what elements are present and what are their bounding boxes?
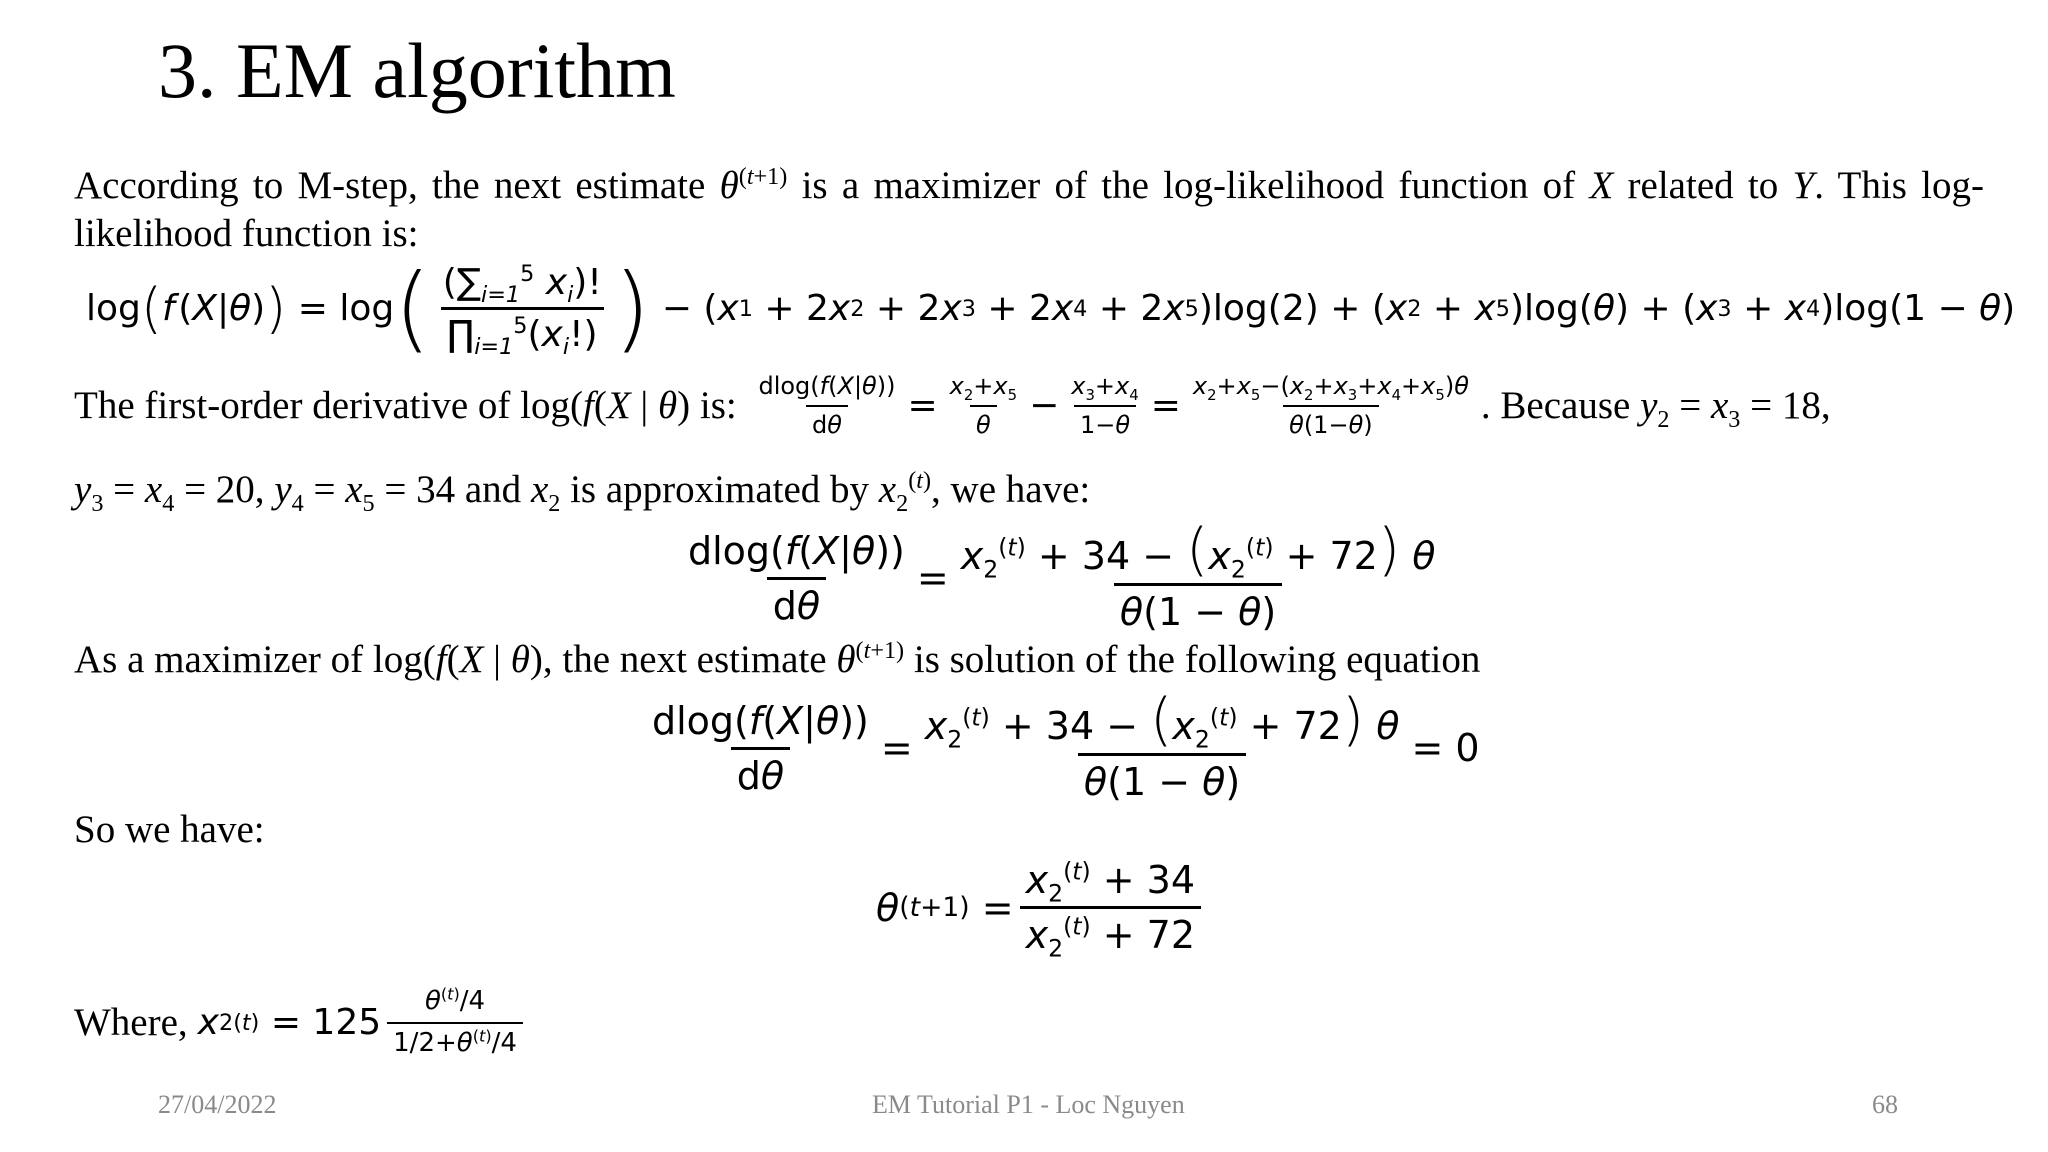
paragraph-mstep: According to M-step, the next estimate $\theta^{(t+1)}$ is a maximizer of the log-likelihood function of X related to Y. This log-likelihood function is:	[74, 163, 1984, 255]
formula-derivative-approx: $\frac{dlog(f(X|\theta))}{d\theta}$ = $\frac{x_2^{(t)} + 34 - (x_2^{(t)} + 72) \theta}{\theta(1 - \theta)}$	[688, 517, 1436, 634]
formula-equation-zero: $\frac{dlog(f(X|\theta))}{d\theta}$ = $\frac{x_2^{(t)} + 34 - (x_2^{(t)} + 72) \theta}{\theta(1 - \theta)}$ = 0	[652, 687, 1480, 804]
where-label: Where,	[74, 1000, 188, 1044]
formula-theta-update: θ (t+1) = $\frac{x_2^{(t)} + 34}{x_2^{(t)} + 72}$	[876, 858, 1207, 957]
paragraph-substitution: $y_3 = x_4 = 20$, $y_4 = x_5 = 34$ and $x_2$ is approximated by $x_2^{(t)}$, we have:	[74, 467, 1091, 517]
paragraph-maximizer: As a maximizer of log(f(X | θ), the next estimate $\theta^{(t+1)}$ is solution of the following equation	[74, 637, 1481, 681]
paragraph-derivative: The first-order derivative of log(f(X | θ) is: $\frac{dlog(f(X|\theta))}{d\theta}$ = $\frac{x_2+x_5}{\theta}$ − $\frac{x_3+x_4}{1-\theta}$ = $\frac{x_2+x_5-(x_2+x_3+x_4+x_5)\theta}{\theta(1-\theta)}$ . Because $y_2 = x_3 = 18$,	[74, 372, 1831, 440]
paragraph-where: Where, x 2 (t) = 125 $\frac{\theta^{(t)}/4}{1/2+\theta^{(t)}/4}$	[74, 986, 1984, 1059]
slide-title: 3. EM algorithm	[158, 27, 676, 114]
footer-page-number: 68	[1872, 1090, 1898, 1119]
footer-date: 27/04/2022	[158, 1090, 277, 1119]
paragraph-so-we-have: So we have:	[74, 808, 265, 851]
footer-title: EM Tutorial P1 - Loc Nguyen	[872, 1090, 1185, 1119]
formula-log-likelihood: log ( f ( X | θ ) ) = log ( $\frac{(\sum_{i=1}^5 x_i)!}{\prod_{i=1}^5(x_i!)}$ ) − ( x 1 + 2 x 2 + 2 x 3 + 2 x 4 + 2 x 5 )log(2) + ( x 2 + x 5 )log( θ ) + ( x 3 + x 4 )log(1 − θ )	[86, 254, 2016, 363]
